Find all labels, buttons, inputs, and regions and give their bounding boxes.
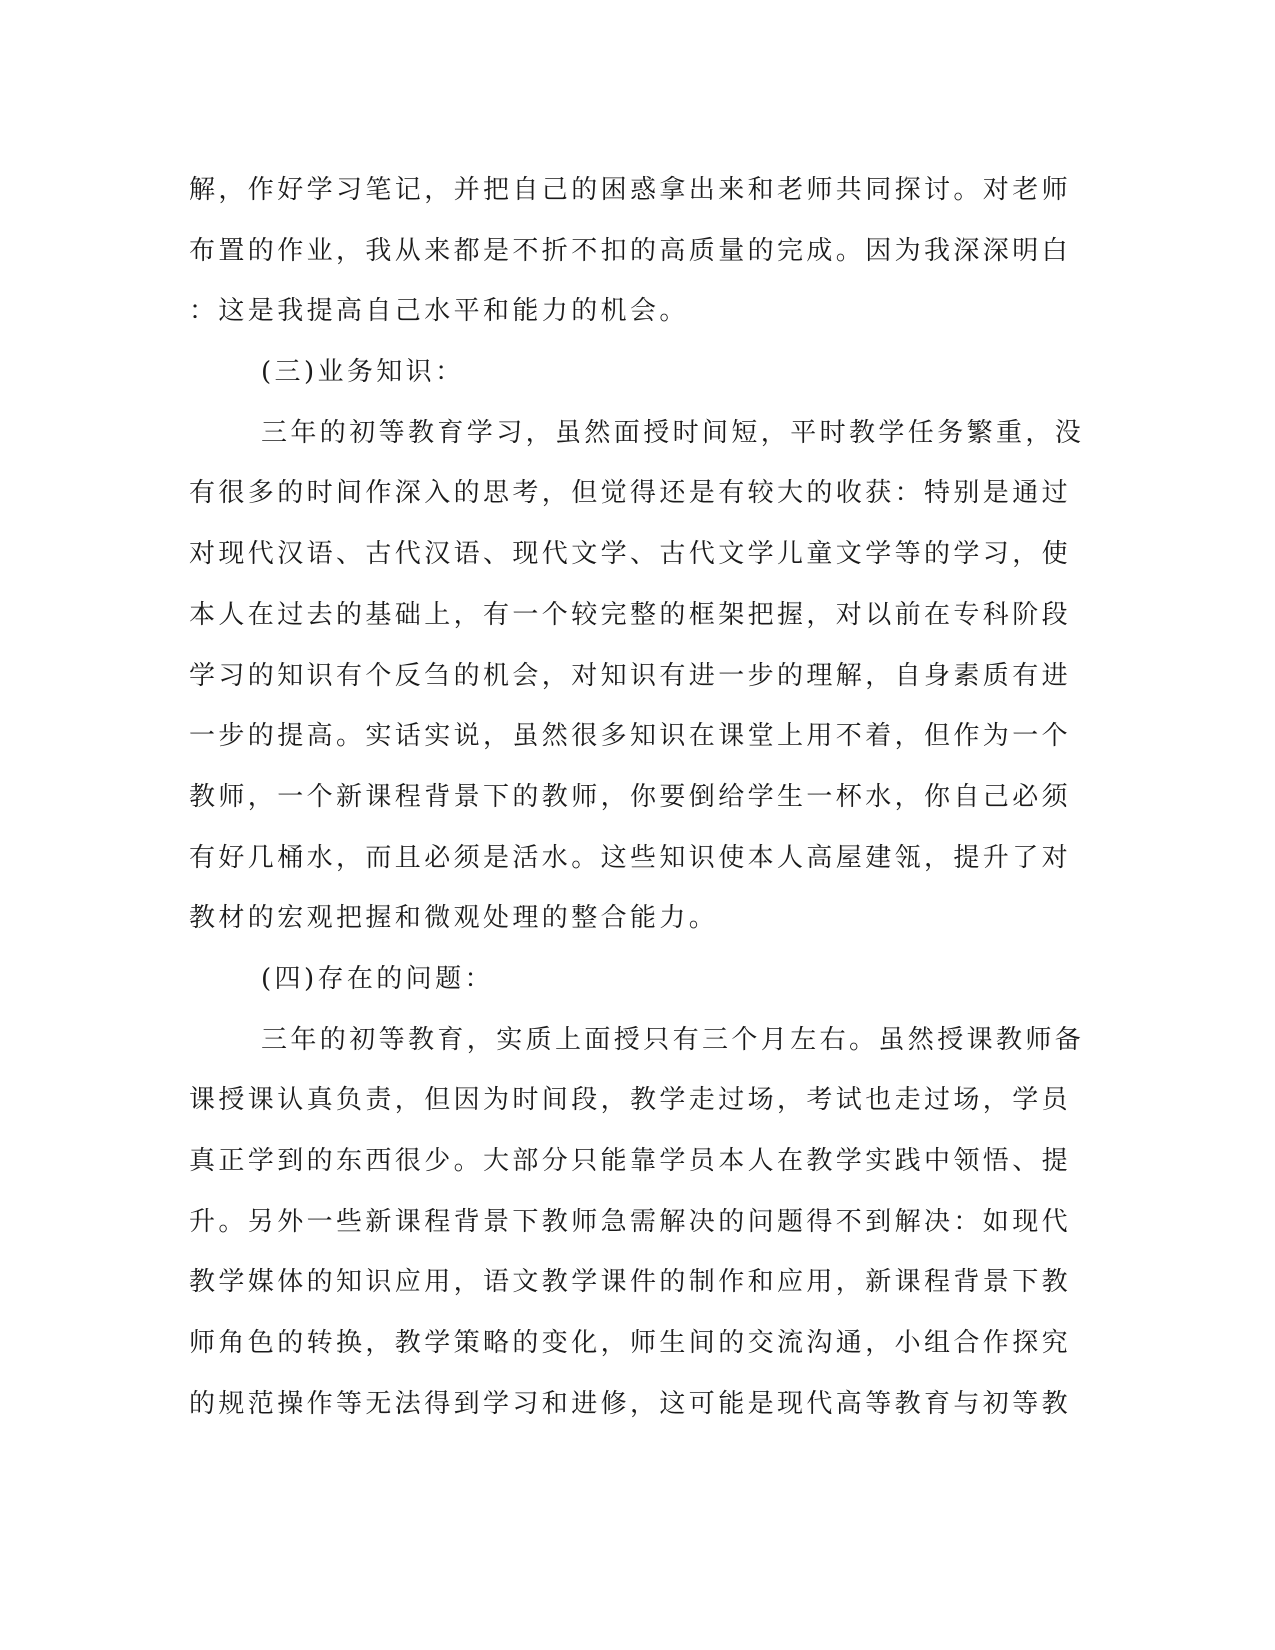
text-line: 本人在过去的基础上，有一个较完整的框架把握，对以前在专科阶段	[189, 599, 1072, 630]
text-line: 真正学到的东西很少。大部分只能靠学员本人在教学实践中领悟、提	[189, 1146, 1072, 1176]
text-line: 课授课认真负责，但因为时间段，教学走过场，考试也走过场，学员	[189, 1085, 1072, 1116]
section-heading-business-knowledge: (三)业务知识：	[261, 357, 465, 388]
text-line: 师角色的转换，教学策略的变化，师生间的交流沟通，小组合作探究	[189, 1328, 1072, 1359]
text-line: 有很多的时间作深入的思考，但觉得还是有较大的收获：特别是通过	[189, 478, 1072, 509]
text-line: ：这是我提高自己水平和能力的机会。	[189, 296, 689, 327]
text-line: 一步的提高。实话实说，虽然很多知识在课堂上用不着，但作为一个	[189, 721, 1072, 752]
text-line: 解，作好学习笔记，并把自己的困惑拿出来和老师共同探讨。对老师	[189, 175, 1072, 205]
text-line: 有好几桶水，而且必须是活水。这些知识使本人高屋建瓴，提升了对	[189, 842, 1072, 873]
text-line: 对现代汉语、古代汉语、现代文学、古代文学儿童文学等的学习，使	[189, 539, 1072, 570]
text-line: 升。另外一些新课程背景下教师急需解决的问题得不到解决：如现代	[189, 1206, 1072, 1237]
document-body	[189, 160, 1085, 1434]
paragraph-first-line: 三年的初等教育，实质上面授只有三个月左右。虽然授课教师备	[261, 1024, 1085, 1055]
section-heading-existing-problems: (四)存在的问题：	[261, 963, 494, 994]
paragraph-first-line: 三年的初等教育学习，虽然面授时间短，平时教学任务繁重，没	[261, 417, 1085, 448]
text-line: 教师，一个新课程背景下的教师，你要倒给学生一杯水，你自己必须	[189, 781, 1072, 812]
text-line: 教材的宏观把握和微观处理的整合能力。	[189, 903, 719, 934]
text-line: 的规范操作等无法得到学习和进修，这可能是现代高等教育与初等教	[189, 1388, 1072, 1419]
text-line: 布置的作业，我从来都是不折不扣的高质量的完成。因为我深深明白	[189, 235, 1072, 266]
text-line: 教学媒体的知识应用，语文教学课件的制作和应用，新课程背景下教	[189, 1267, 1072, 1298]
text-line: 学习的知识有个反刍的机会，对知识有进一步的理解，自身素质有进	[189, 660, 1072, 691]
